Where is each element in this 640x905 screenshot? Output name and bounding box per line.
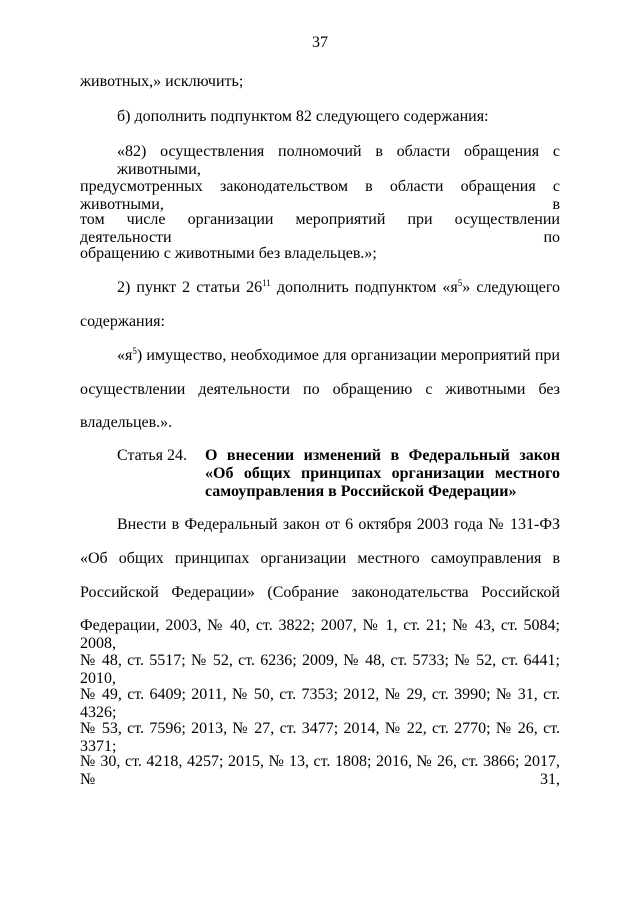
text-line: Российской Федерации» (Собрание законодательства Российской	[80, 584, 560, 601]
text-line: Федерации, 2003, № 40, ст. 3822; 2007, № 1, ст. 21; № 43, ст. 5084; 2008,	[80, 617, 560, 652]
article-title-line: «Об общих принципах организации местного	[205, 465, 560, 482]
text-line: животных,» исключить;	[80, 73, 244, 90]
text-line: № 48, ст. 5517; № 52, ст. 6236; 2009, № 48, ст. 5733; № 52, ст. 6441; 2010,	[80, 652, 560, 687]
superscript: 11	[262, 278, 271, 288]
article-title-line: самоуправления в Российской Федерации»	[205, 483, 517, 500]
text-fragment: дополнить подпунктом «я	[270, 279, 458, 296]
text-fragment: «я	[117, 347, 133, 364]
superscript: 5	[457, 278, 463, 288]
text-fragment: ) имущество, необходимое для организации мероприятий при	[136, 347, 560, 364]
article-title	[205, 447, 560, 501]
text-line: № 49, ст. 6409; 2011, № 50, ст. 7353; 2012, № 29, ст. 3990; № 31, ст. 4326;	[80, 686, 560, 721]
text-line: «82) осуществления полномочий в области обращения с животными,	[117, 143, 560, 178]
text-line: б) дополнить подпунктом 82 следующего содержания:	[117, 108, 489, 125]
text-line: предусмотренных законодательством в области обращения с животными, в	[80, 178, 560, 213]
text-line: обращению с животными без владельцев.»;	[80, 245, 377, 262]
text-fragment: » следующего	[462, 279, 561, 296]
text-line: № 53, ст. 7596; 2013, № 27, ст. 3477; 2014, № 22, ст. 2770; № 26, ст. 3371;	[80, 720, 560, 755]
text-line: владельцев.».	[80, 414, 173, 431]
text-line: «Об общих принципах организации местного самоуправления в	[80, 550, 560, 567]
article-title-line: О внесении изменений в Федеральный закон	[205, 447, 560, 464]
text-line: том числе организации мероприятий при осуществлении деятельности по	[80, 211, 560, 246]
text-line: Внести в Федеральный закон от 6 октября 2003 года № 131-ФЗ	[117, 516, 560, 533]
article-label: Статья 24.	[117, 447, 187, 464]
page-number: 37	[312, 34, 328, 51]
text-line: содержания:	[80, 313, 165, 330]
superscript: 5	[132, 346, 137, 356]
text-line	[117, 347, 560, 365]
text-line	[117, 279, 560, 297]
text-line: осуществлении деятельности по обращению с животными без	[80, 381, 560, 398]
text-fragment: 2) пункт 2 статьи 26	[117, 279, 263, 296]
text-line: № 30, ст. 4218, 4257; 2015, № 13, ст. 1808; 2016, № 26, ст. 3866; 2017, № 31,	[80, 753, 560, 788]
